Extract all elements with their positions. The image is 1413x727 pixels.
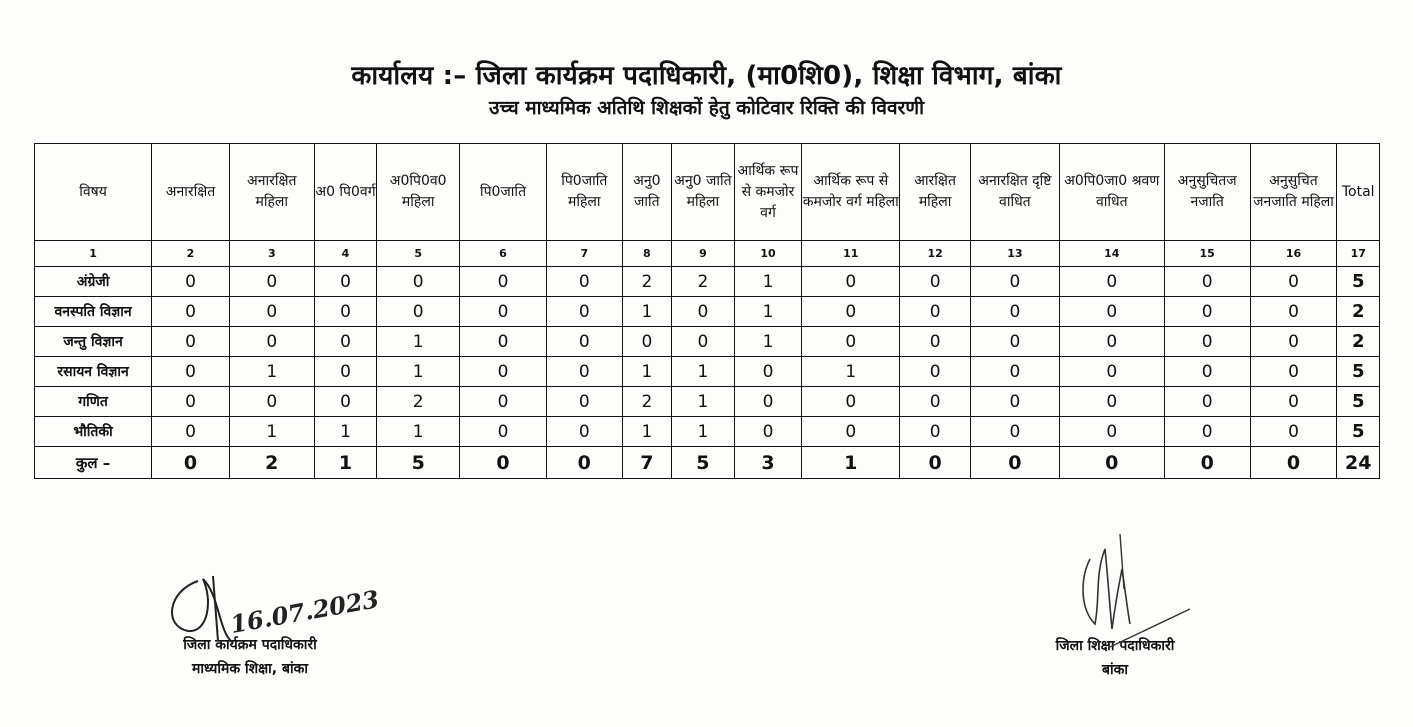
- value-cell: 0: [546, 267, 622, 297]
- sum-value-cell: 3: [734, 447, 802, 479]
- total-cell: 5: [1337, 387, 1380, 417]
- left-signature-block: [150, 584, 382, 681]
- value-cell: 0: [460, 327, 547, 357]
- value-cell: 1: [802, 357, 900, 387]
- value-cell: 1: [229, 417, 314, 447]
- subject-cell: अंग्रेजी: [35, 267, 152, 297]
- header-row: [35, 144, 1380, 241]
- value-cell: 1: [734, 267, 802, 297]
- value-cell: 0: [802, 327, 900, 357]
- sum-label: कुल –: [35, 447, 152, 479]
- value-cell: 0: [152, 297, 230, 327]
- value-cell: 0: [314, 387, 377, 417]
- value-cell: 0: [314, 267, 377, 297]
- value-cell: 0: [734, 417, 802, 447]
- sum-value-cell: 0: [546, 447, 622, 479]
- subject-cell: रसायन विज्ञान: [35, 357, 152, 387]
- total-cell: 5: [1337, 357, 1380, 387]
- value-cell: 0: [314, 327, 377, 357]
- subject-cell: जन्तु विज्ञान: [35, 327, 152, 357]
- value-cell: 0: [900, 267, 971, 297]
- value-cell: 0: [900, 297, 971, 327]
- value-cell: 1: [672, 387, 735, 417]
- value-cell: 0: [672, 327, 735, 357]
- value-cell: 0: [377, 267, 460, 297]
- value-cell: 0: [1164, 327, 1250, 357]
- sum-value-cell: 0: [1059, 447, 1164, 479]
- right-signature-office: बांका: [1102, 662, 1128, 678]
- value-cell: 0: [546, 417, 622, 447]
- total-cell: 2: [1337, 297, 1380, 327]
- value-cell: 0: [970, 327, 1059, 357]
- sum-value-cell: 5: [672, 447, 735, 479]
- value-cell: 0: [229, 297, 314, 327]
- value-cell: 0: [1059, 327, 1164, 357]
- column-header: Total: [1337, 144, 1380, 241]
- value-cell: 1: [377, 357, 460, 387]
- value-cell: 0: [546, 327, 622, 357]
- table-row: [35, 417, 1380, 447]
- column-number: 9: [672, 241, 735, 267]
- left-signature-scribble: [158, 571, 382, 651]
- column-number: 10: [734, 241, 802, 267]
- value-cell: 0: [1164, 357, 1250, 387]
- value-cell: 0: [802, 267, 900, 297]
- value-cell: 1: [672, 357, 735, 387]
- value-cell: 2: [622, 387, 671, 417]
- right-signature-scribble: [1050, 529, 1170, 639]
- value-cell: 0: [1250, 357, 1337, 387]
- subject-cell: वनस्पति विज्ञान: [35, 297, 152, 327]
- value-cell: 0: [546, 357, 622, 387]
- column-number: 17: [1337, 241, 1380, 267]
- value-cell: 1: [377, 417, 460, 447]
- sum-value-cell: 0: [1164, 447, 1250, 479]
- table-row: [35, 387, 1380, 417]
- column-header: पि0जाति: [460, 144, 547, 241]
- sum-value-cell: 0: [152, 447, 230, 479]
- sum-value-cell: 1: [802, 447, 900, 479]
- table-row: [35, 297, 1380, 327]
- column-number: 15: [1164, 241, 1250, 267]
- value-cell: 0: [460, 297, 547, 327]
- subject-cell: गणित: [35, 387, 152, 417]
- column-number: 7: [546, 241, 622, 267]
- column-header: अ0पि0व0 महिला: [377, 144, 460, 241]
- table-row: [35, 357, 1380, 387]
- table-row: [35, 327, 1380, 357]
- value-cell: 0: [802, 297, 900, 327]
- column-number: 4: [314, 241, 377, 267]
- sum-value-cell: 1: [314, 447, 377, 479]
- value-cell: 1: [622, 417, 671, 447]
- column-number: 13: [970, 241, 1059, 267]
- value-cell: 0: [1059, 267, 1164, 297]
- value-cell: 0: [229, 387, 314, 417]
- column-header: अनु0 जाति महिला: [672, 144, 735, 241]
- value-cell: 0: [1059, 387, 1164, 417]
- value-cell: 0: [1250, 387, 1337, 417]
- column-header: अनुसुचितज नजाति: [1164, 144, 1250, 241]
- vacancy-table: [34, 143, 1380, 479]
- column-header: अनारक्षित महिला: [229, 144, 314, 241]
- value-cell: 1: [734, 327, 802, 357]
- value-cell: 0: [460, 417, 547, 447]
- sum-value-cell: 2: [229, 447, 314, 479]
- value-cell: 0: [152, 267, 230, 297]
- total-cell: 5: [1337, 267, 1380, 297]
- subject-cell: भौतिकी: [35, 417, 152, 447]
- value-cell: 0: [152, 357, 230, 387]
- value-cell: 2: [377, 387, 460, 417]
- total-cell: 5: [1337, 417, 1380, 447]
- value-cell: 0: [1250, 417, 1337, 447]
- value-cell: 0: [734, 357, 802, 387]
- sum-value-cell: 7: [622, 447, 671, 479]
- value-cell: 0: [622, 327, 671, 357]
- column-number: 5: [377, 241, 460, 267]
- column-number: 6: [460, 241, 547, 267]
- value-cell: 0: [1164, 417, 1250, 447]
- column-header: विषय: [35, 144, 152, 241]
- column-header: आर्थिक रूप से कमजोर वर्ग: [734, 144, 802, 241]
- value-cell: 1: [672, 417, 735, 447]
- value-cell: 0: [970, 357, 1059, 387]
- grand-total-cell: 24: [1337, 447, 1380, 479]
- column-number: 11: [802, 241, 900, 267]
- value-cell: 0: [152, 387, 230, 417]
- column-header: पि0जाति महिला: [546, 144, 622, 241]
- value-cell: 0: [229, 327, 314, 357]
- right-signature-title: जिला शिक्षा पदाधिकारी: [1055, 638, 1175, 654]
- value-cell: 0: [1250, 297, 1337, 327]
- value-cell: 1: [734, 297, 802, 327]
- value-cell: 1: [229, 357, 314, 387]
- column-header: अनुसुचित जनजाति महिला: [1250, 144, 1337, 241]
- sum-value-cell: 5: [377, 447, 460, 479]
- value-cell: 2: [672, 267, 735, 297]
- column-header: अ0पि0जा0 श्रवण वाधित: [1059, 144, 1164, 241]
- column-number: 3: [229, 241, 314, 267]
- value-cell: 0: [1059, 417, 1164, 447]
- column-number: 12: [900, 241, 971, 267]
- total-cell: 2: [1337, 327, 1380, 357]
- value-cell: 0: [734, 387, 802, 417]
- value-cell: 0: [970, 267, 1059, 297]
- value-cell: 0: [900, 327, 971, 357]
- handwritten-date: 16.07.2023: [228, 584, 382, 639]
- sum-value-cell: 0: [460, 447, 547, 479]
- value-cell: 0: [802, 417, 900, 447]
- value-cell: 0: [1250, 327, 1337, 357]
- column-header: अनारक्षित: [152, 144, 230, 241]
- left-signature-office: माध्यमिक शिक्षा, बांका: [191, 661, 308, 677]
- value-cell: 1: [622, 357, 671, 387]
- value-cell: 0: [900, 417, 971, 447]
- value-cell: 1: [377, 327, 460, 357]
- value-cell: 0: [546, 387, 622, 417]
- value-cell: 1: [622, 297, 671, 327]
- table-row: [35, 267, 1380, 297]
- column-number: 16: [1250, 241, 1337, 267]
- value-cell: 0: [900, 357, 971, 387]
- value-cell: 0: [1164, 297, 1250, 327]
- value-cell: 0: [314, 357, 377, 387]
- right-signature-block: [1015, 634, 1215, 682]
- value-cell: 0: [970, 417, 1059, 447]
- sum-row: [35, 447, 1380, 479]
- value-cell: 0: [546, 297, 622, 327]
- column-number: 8: [622, 241, 671, 267]
- column-header: अनारक्षित दृष्टि वाधित: [970, 144, 1059, 241]
- column-header: आरक्षित महिला: [900, 144, 971, 241]
- value-cell: 0: [460, 267, 547, 297]
- table-body: [35, 267, 1380, 479]
- value-cell: 0: [1059, 357, 1164, 387]
- value-cell: 0: [460, 387, 547, 417]
- column-header: आर्थिक रूप से कमजोर वर्ग महिला: [802, 144, 900, 241]
- value-cell: 0: [314, 297, 377, 327]
- sum-value-cell: 0: [970, 447, 1059, 479]
- value-cell: 0: [1059, 297, 1164, 327]
- value-cell: 0: [970, 387, 1059, 417]
- page-subtitle: उच्च माध्यमिक अतिथि शिक्षकों हेतु कोटिवार रिक्ति की विवरणी: [489, 97, 924, 119]
- column-number: 1: [35, 241, 152, 267]
- value-cell: 0: [152, 327, 230, 357]
- column-number: 14: [1059, 241, 1164, 267]
- page-title: कार्यालय :– जिला कार्यक्रम पदाधिकारी, (मा0शि0), शिक्षा विभाग, बांका: [351, 61, 1062, 91]
- column-number-row: [35, 241, 1380, 267]
- sum-value-cell: 0: [1250, 447, 1337, 479]
- value-cell: 0: [1164, 267, 1250, 297]
- value-cell: 0: [1164, 387, 1250, 417]
- left-signature-title: जिला कार्यक्रम पदाधिकारी: [183, 637, 317, 653]
- value-cell: 2: [622, 267, 671, 297]
- value-cell: 0: [802, 387, 900, 417]
- column-header: अनु0 जाति: [622, 144, 671, 241]
- value-cell: 0: [672, 297, 735, 327]
- column-number: 2: [152, 241, 230, 267]
- value-cell: 0: [900, 387, 971, 417]
- value-cell: 0: [377, 297, 460, 327]
- value-cell: 0: [970, 297, 1059, 327]
- value-cell: 0: [1250, 267, 1337, 297]
- value-cell: 0: [229, 267, 314, 297]
- value-cell: 1: [314, 417, 377, 447]
- value-cell: 0: [152, 417, 230, 447]
- sum-value-cell: 0: [900, 447, 971, 479]
- value-cell: 0: [460, 357, 547, 387]
- column-header: अ0 पि0वर्ग: [314, 144, 377, 241]
